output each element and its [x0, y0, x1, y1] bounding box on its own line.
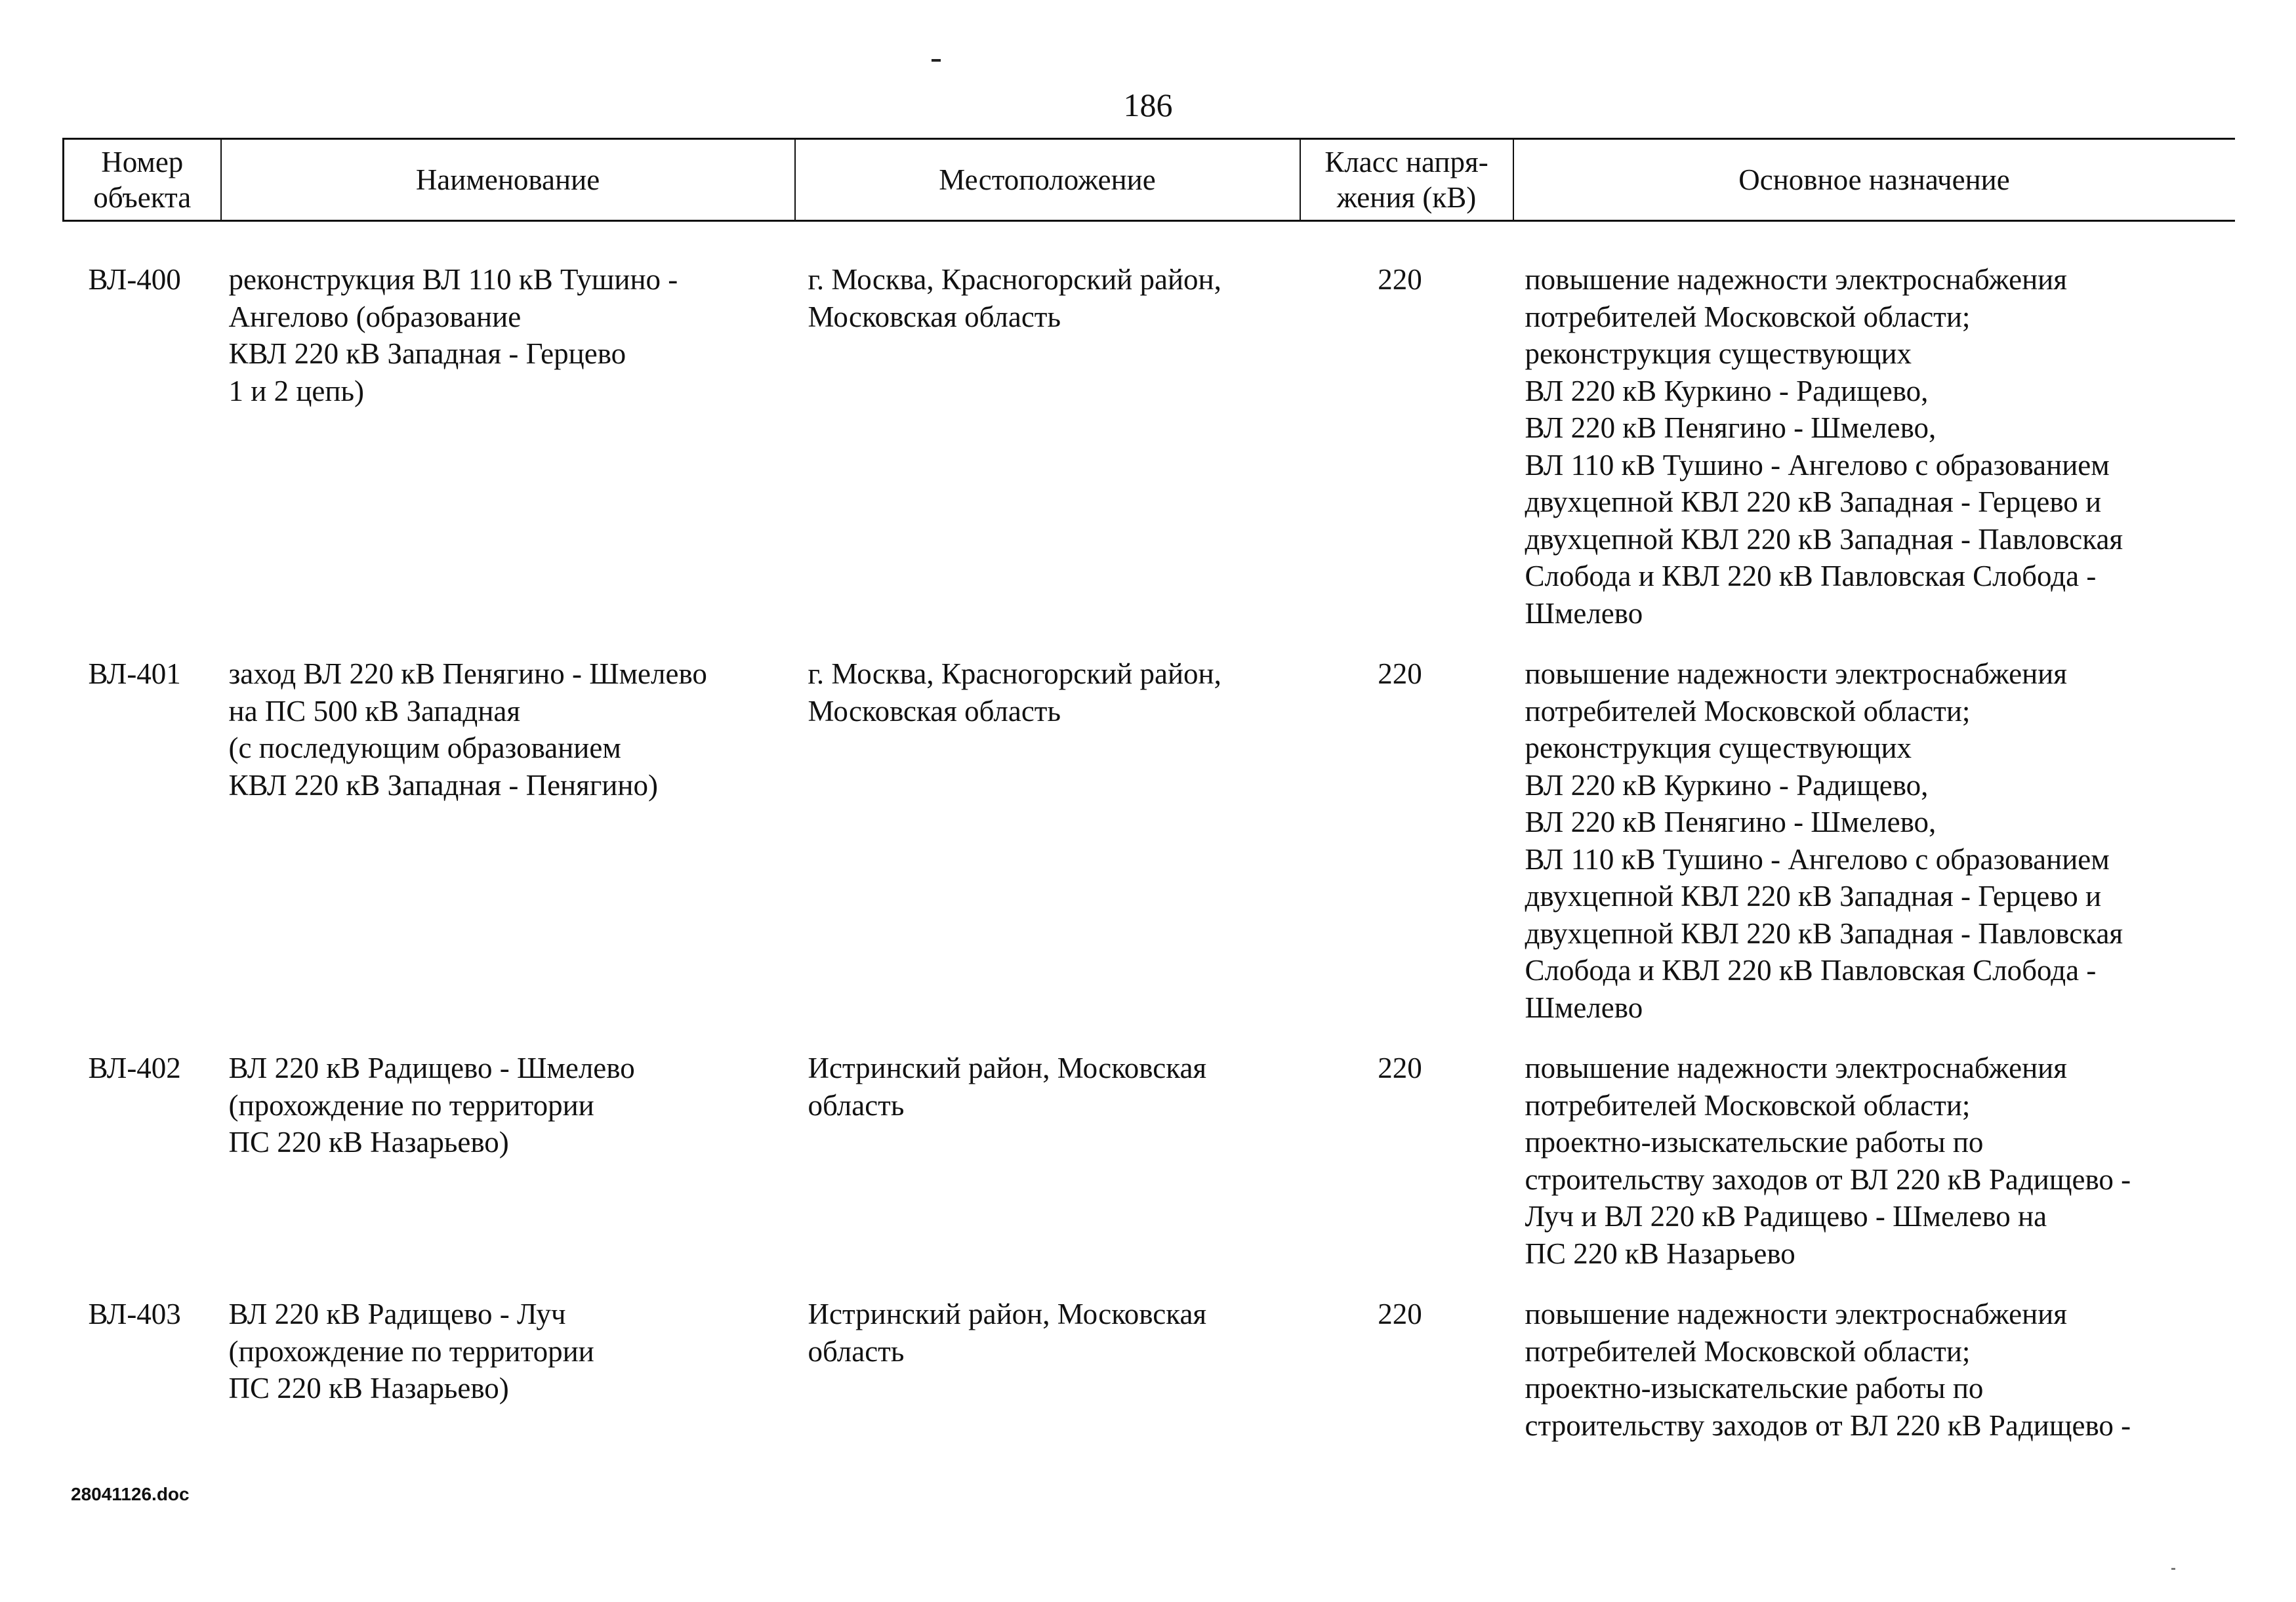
- header-voltage-class: Класс напря- жения (кВ): [1300, 139, 1513, 221]
- spacer-cell: [64, 221, 2235, 262]
- object-location: г. Москва, Красногорский район, Московская область: [808, 657, 1221, 728]
- object-name: ВЛ 220 кВ Радищево - Луч (прохождение по территории ПС 220 кВ Назарьево): [228, 1298, 594, 1405]
- object-number: ВЛ-400: [88, 263, 181, 296]
- object-number: ВЛ-402: [88, 1052, 181, 1084]
- object-purpose: повышение надежности электроснабжения потребителей Московской области; проектно-изыскательские работы по строительству заходов от ВЛ 220 кВ Радищево -: [1525, 1298, 2131, 1442]
- object-purpose: повышение надежности электроснабжения потребителей Московской области; реконструкция существующих ВЛ 220 кВ Куркино - Радищево, ВЛ 220 кВ Пенягино - Шмелево, ВЛ 110 кВ Тушино - Ангелово с образованием двухцепной КВЛ 220 кВ Западная - Герцево и двухцепной КВЛ 220 кВ Западная - Павловская Слобода и КВЛ 220 кВ Павловская Слобода - Шмелево: [1525, 263, 2123, 630]
- table-row: [64, 261, 2235, 655]
- object-location: г. Москва, Красногорский район, Московская область: [808, 263, 1221, 333]
- table-row: [64, 655, 2235, 1050]
- header-purpose: Основное назначение: [1513, 139, 2235, 221]
- table-row: [64, 1296, 2235, 1468]
- object-purpose: повышение надежности электроснабжения потребителей Московской области; реконструкция существующих ВЛ 220 кВ Куркино - Радищево, ВЛ 220 кВ Пенягино - Шмелево, ВЛ 110 кВ Тушино - Ангелово с образованием двухцепной КВЛ 220 кВ Западная - Герцево и двухцепной КВЛ 220 кВ Западная - Павловская Слобода и КВЛ 220 кВ Павловская Слобода - Шмелево: [1525, 657, 2123, 1024]
- header-name: Наименование: [221, 139, 795, 221]
- objects-table: [62, 138, 2235, 1468]
- table-row: [64, 1050, 2235, 1296]
- table-body: [64, 221, 2235, 1468]
- corner-speck-mark: [2171, 1568, 2175, 1570]
- header-location: Местоположение: [795, 139, 1300, 221]
- table-header: [64, 139, 2235, 221]
- object-number: ВЛ-403: [88, 1298, 181, 1330]
- object-voltage: 220: [1378, 657, 1422, 690]
- top-dash-mark: [932, 59, 941, 62]
- object-voltage: 220: [1378, 1052, 1422, 1084]
- object-name: заход ВЛ 220 кВ Пенягино - Шмелево на ПС 500 кВ Западная (с последующим образованием КВЛ 220 кВ Западная - Пенягино): [228, 657, 707, 802]
- object-voltage: 220: [1378, 263, 1422, 296]
- object-location: Истринский район, Московская область: [808, 1298, 1207, 1368]
- object-number: ВЛ-401: [88, 657, 181, 690]
- object-name: реконструкция ВЛ 110 кВ Тушино - Ангелово (образование КВЛ 220 кВ Западная - Герцево 1 и 2 цепь): [228, 263, 678, 407]
- object-location: Истринский район, Московская область: [808, 1052, 1207, 1122]
- header-object-number: Номер объекта: [64, 139, 221, 221]
- object-purpose: повышение надежности электроснабжения потребителей Московской области; проектно-изыскательские работы по строительству заходов от ВЛ 220 кВ Радищево - Луч и ВЛ 220 кВ Радищево - Шмелево на ПС 220 кВ Назарьево: [1525, 1052, 2131, 1270]
- header-spacer: [64, 221, 2235, 262]
- footer-filename: 28041126.doc: [71, 1484, 190, 1504]
- page-number: 186: [1123, 87, 1173, 123]
- object-name: ВЛ 220 кВ Радищево - Шмелево (прохождение по территории ПС 220 кВ Назарьево): [228, 1052, 635, 1159]
- header-row: [64, 139, 2235, 221]
- object-voltage: 220: [1378, 1298, 1422, 1330]
